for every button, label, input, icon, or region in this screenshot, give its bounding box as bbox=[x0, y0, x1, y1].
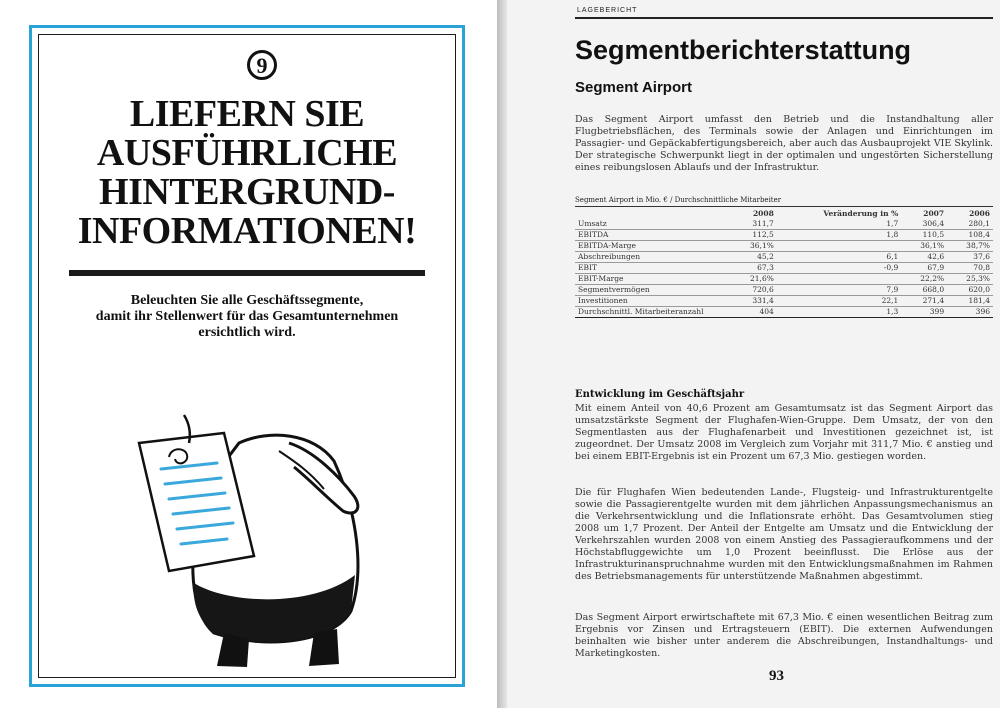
table-cell bbox=[777, 241, 901, 252]
inner-frame bbox=[38, 34, 456, 678]
table-cell: 22,2% bbox=[901, 274, 947, 285]
table-cell: 36,1% bbox=[731, 241, 777, 252]
table-cell: 36,1% bbox=[901, 241, 947, 252]
table-row bbox=[575, 296, 993, 307]
table-cell: 38,7% bbox=[947, 241, 993, 252]
table-cell: EBIT-Marge bbox=[575, 274, 731, 285]
table-cell: Investitionen bbox=[575, 296, 731, 307]
left-leg bbox=[217, 633, 249, 667]
table-cell: 620,0 bbox=[947, 285, 993, 296]
table-cell: 22,1 bbox=[777, 296, 901, 307]
table-header-cell: 2006 bbox=[969, 209, 990, 218]
body-paragraph: Mit einem Anteil von 40,6 Prozent am Gesamtumsatz ist das Segment Airport das umsatzstärkste Segment der Flughafen-Wien-Gruppe. Dem Umsatz, der von den Segmentlasten aus der Flughafenarbeit und Investitionen gezeichnet ist, ist zugeordnet. Der Umsatz 2008 im Vergleich zum Vorjahr mit 311,7 Mio. € anstieg und bei einem EBIT-Ergebnis ist ein Prozent um 67,3 Mio. gestiegen worden. bbox=[575, 403, 993, 462]
table-row bbox=[575, 252, 993, 263]
headline-line: AUSFÜHRLICHE bbox=[96, 132, 398, 174]
intro-paragraph: Das Segment Airport umfasst den Betrieb und die Instandhaltung aller Flugbetriebsflächen, des Terminals sowie der Anlagen und Einrichtungen im Passagier- und Gepäckabfertigungsbereich, aber auch das Ausbauprojekt VIE Skylink. Der strategische Schwerpunkt liegt in der optimalen und ungestörten Sicherstellung eines reibungslosen Ablaufs und der Infrastruktur. bbox=[575, 114, 993, 173]
table-cell: 668,0 bbox=[901, 285, 947, 296]
table-header-cell: 2008 bbox=[752, 209, 774, 218]
table-cell: 42,6 bbox=[901, 252, 947, 263]
table-row bbox=[575, 230, 993, 241]
table-header-cell: Veränderung in % bbox=[823, 209, 899, 218]
table-cell: EBIT bbox=[575, 263, 731, 274]
table-row bbox=[575, 285, 993, 296]
table-cell: Abschreibungen bbox=[575, 252, 731, 263]
table-cell: 720,6 bbox=[731, 285, 777, 296]
table-cell: 311,7 bbox=[731, 219, 777, 230]
table-cell: 399 bbox=[901, 307, 947, 318]
subtext-line: damit ihr Stellenwert für das Gesamtunternehmen bbox=[95, 309, 399, 324]
headline-line: LIEFERN SIE bbox=[129, 93, 365, 135]
table-cell: 271,4 bbox=[901, 296, 947, 307]
section-title: Segment Airport bbox=[575, 79, 692, 96]
table-cell: 67,9 bbox=[901, 263, 947, 274]
table-row bbox=[575, 307, 993, 318]
table-header-cell bbox=[575, 207, 731, 219]
body-paragraph: Die für Flughafen Wien bedeutenden Lande-, Flugsteig- und Infrastrukturentgelte sowie die Passagierentgelte wurden mit dem jährlichen Anpassungsmechanismus an die Verkehrsentwicklung und die Inflationsrate erhöht. Das Gesamtvolumen stieg 2008 um 1,7 Prozent. Der Anteil der Entgelte am Umsatz und die Entwicklung der Verkehrszahlen wurden 2008 von einem Anstieg des Passagieraufkommens und der Höchstabfluggewichte um 1,0 Prozent beeinflusst. Die Erlöse aus der Infrastrukturinanspruchnahme wurden mit den Entwicklungsmaßnahmen im Rahmen des Betriebsmanagements für unterstützende Maßnahmen abgestimmt. bbox=[575, 487, 993, 582]
table-cell: 67,3 bbox=[731, 263, 777, 274]
table-cell: EBITDA bbox=[575, 230, 731, 241]
book-gutter bbox=[497, 0, 507, 708]
table-cell: Durchschnittl. Mitarbeiteranzahl bbox=[575, 307, 731, 318]
table-row bbox=[575, 274, 993, 285]
page-title: Segmentberichterstattung bbox=[575, 35, 912, 65]
headline-line: INFORMATIONEN! bbox=[77, 210, 417, 252]
segment-table-block bbox=[575, 196, 993, 318]
headline-line: HINTERGRUND- bbox=[99, 171, 395, 213]
table-cell bbox=[777, 274, 901, 285]
table-cell: 110,5 bbox=[901, 230, 947, 241]
header-rule bbox=[575, 17, 993, 19]
subtext-line: ersichtlich wird. bbox=[198, 325, 296, 340]
table-cell: 306,4 bbox=[901, 219, 947, 230]
subtext bbox=[69, 293, 425, 341]
subsection-heading: Entwicklung im Geschäftsjahr bbox=[575, 389, 745, 400]
table-cell: 1,3 bbox=[777, 307, 901, 318]
table-cell: 396 bbox=[947, 307, 993, 318]
table-cell: 25,3% bbox=[947, 274, 993, 285]
headline bbox=[49, 95, 445, 251]
right-page bbox=[507, 0, 1000, 708]
subtext-line: Beleuchten Sie alle Geschäftssegmente, bbox=[130, 293, 364, 308]
table-cell: 404 bbox=[731, 307, 777, 318]
table-header-cell: 2007 bbox=[923, 209, 945, 218]
number-badge: 9 bbox=[247, 50, 277, 80]
table-cell: 70,8 bbox=[947, 263, 993, 274]
headline-rule bbox=[69, 270, 425, 276]
table-cell: EBITDA-Marge bbox=[575, 241, 731, 252]
body-paragraph: Das Segment Airport erwirtschaftete mit 67,3 Mio. € einen wesentlichen Beitrag zum Ergebnis vor Zinsen und Ertragsteuern (EBIT). Die externen Aufwendungen beinhalten wie bisher unter anderem die Abschreibungen, Instandhaltungs- und Marketingkosten. bbox=[575, 612, 993, 659]
table-cell: 6,1 bbox=[777, 252, 901, 263]
table-cell: Segmentvermögen bbox=[575, 285, 731, 296]
table-cell: -0,9 bbox=[777, 263, 901, 274]
table-cell: 331,4 bbox=[731, 296, 777, 307]
table-row bbox=[575, 241, 993, 252]
cartoon-illustration bbox=[129, 371, 379, 671]
table-cell: 7,9 bbox=[777, 285, 901, 296]
table-cell: 181,4 bbox=[947, 296, 993, 307]
segment-table bbox=[575, 207, 993, 318]
table-cell: 1,8 bbox=[777, 230, 901, 241]
page-number: 93 bbox=[769, 668, 784, 684]
table-cell: 37,6 bbox=[947, 252, 993, 263]
table-cell: 45,2 bbox=[731, 252, 777, 263]
blue-frame bbox=[29, 25, 465, 687]
table-cell: 108,4 bbox=[947, 230, 993, 241]
left-page bbox=[0, 0, 497, 708]
table-cell: 112,5 bbox=[731, 230, 777, 241]
table-caption: Segment Airport in Mio. € / Durchschnittliche Mitarbeiter bbox=[575, 196, 993, 207]
table-cell: 1,7 bbox=[777, 219, 901, 230]
table-row bbox=[575, 219, 993, 230]
table-cell: 280,1 bbox=[947, 219, 993, 230]
table-cell: 21,6% bbox=[731, 274, 777, 285]
table-row bbox=[575, 263, 993, 274]
running-header: LAGEBERICHT bbox=[577, 7, 638, 14]
table-header-row bbox=[575, 207, 993, 219]
table-cell: Umsatz bbox=[575, 219, 731, 230]
